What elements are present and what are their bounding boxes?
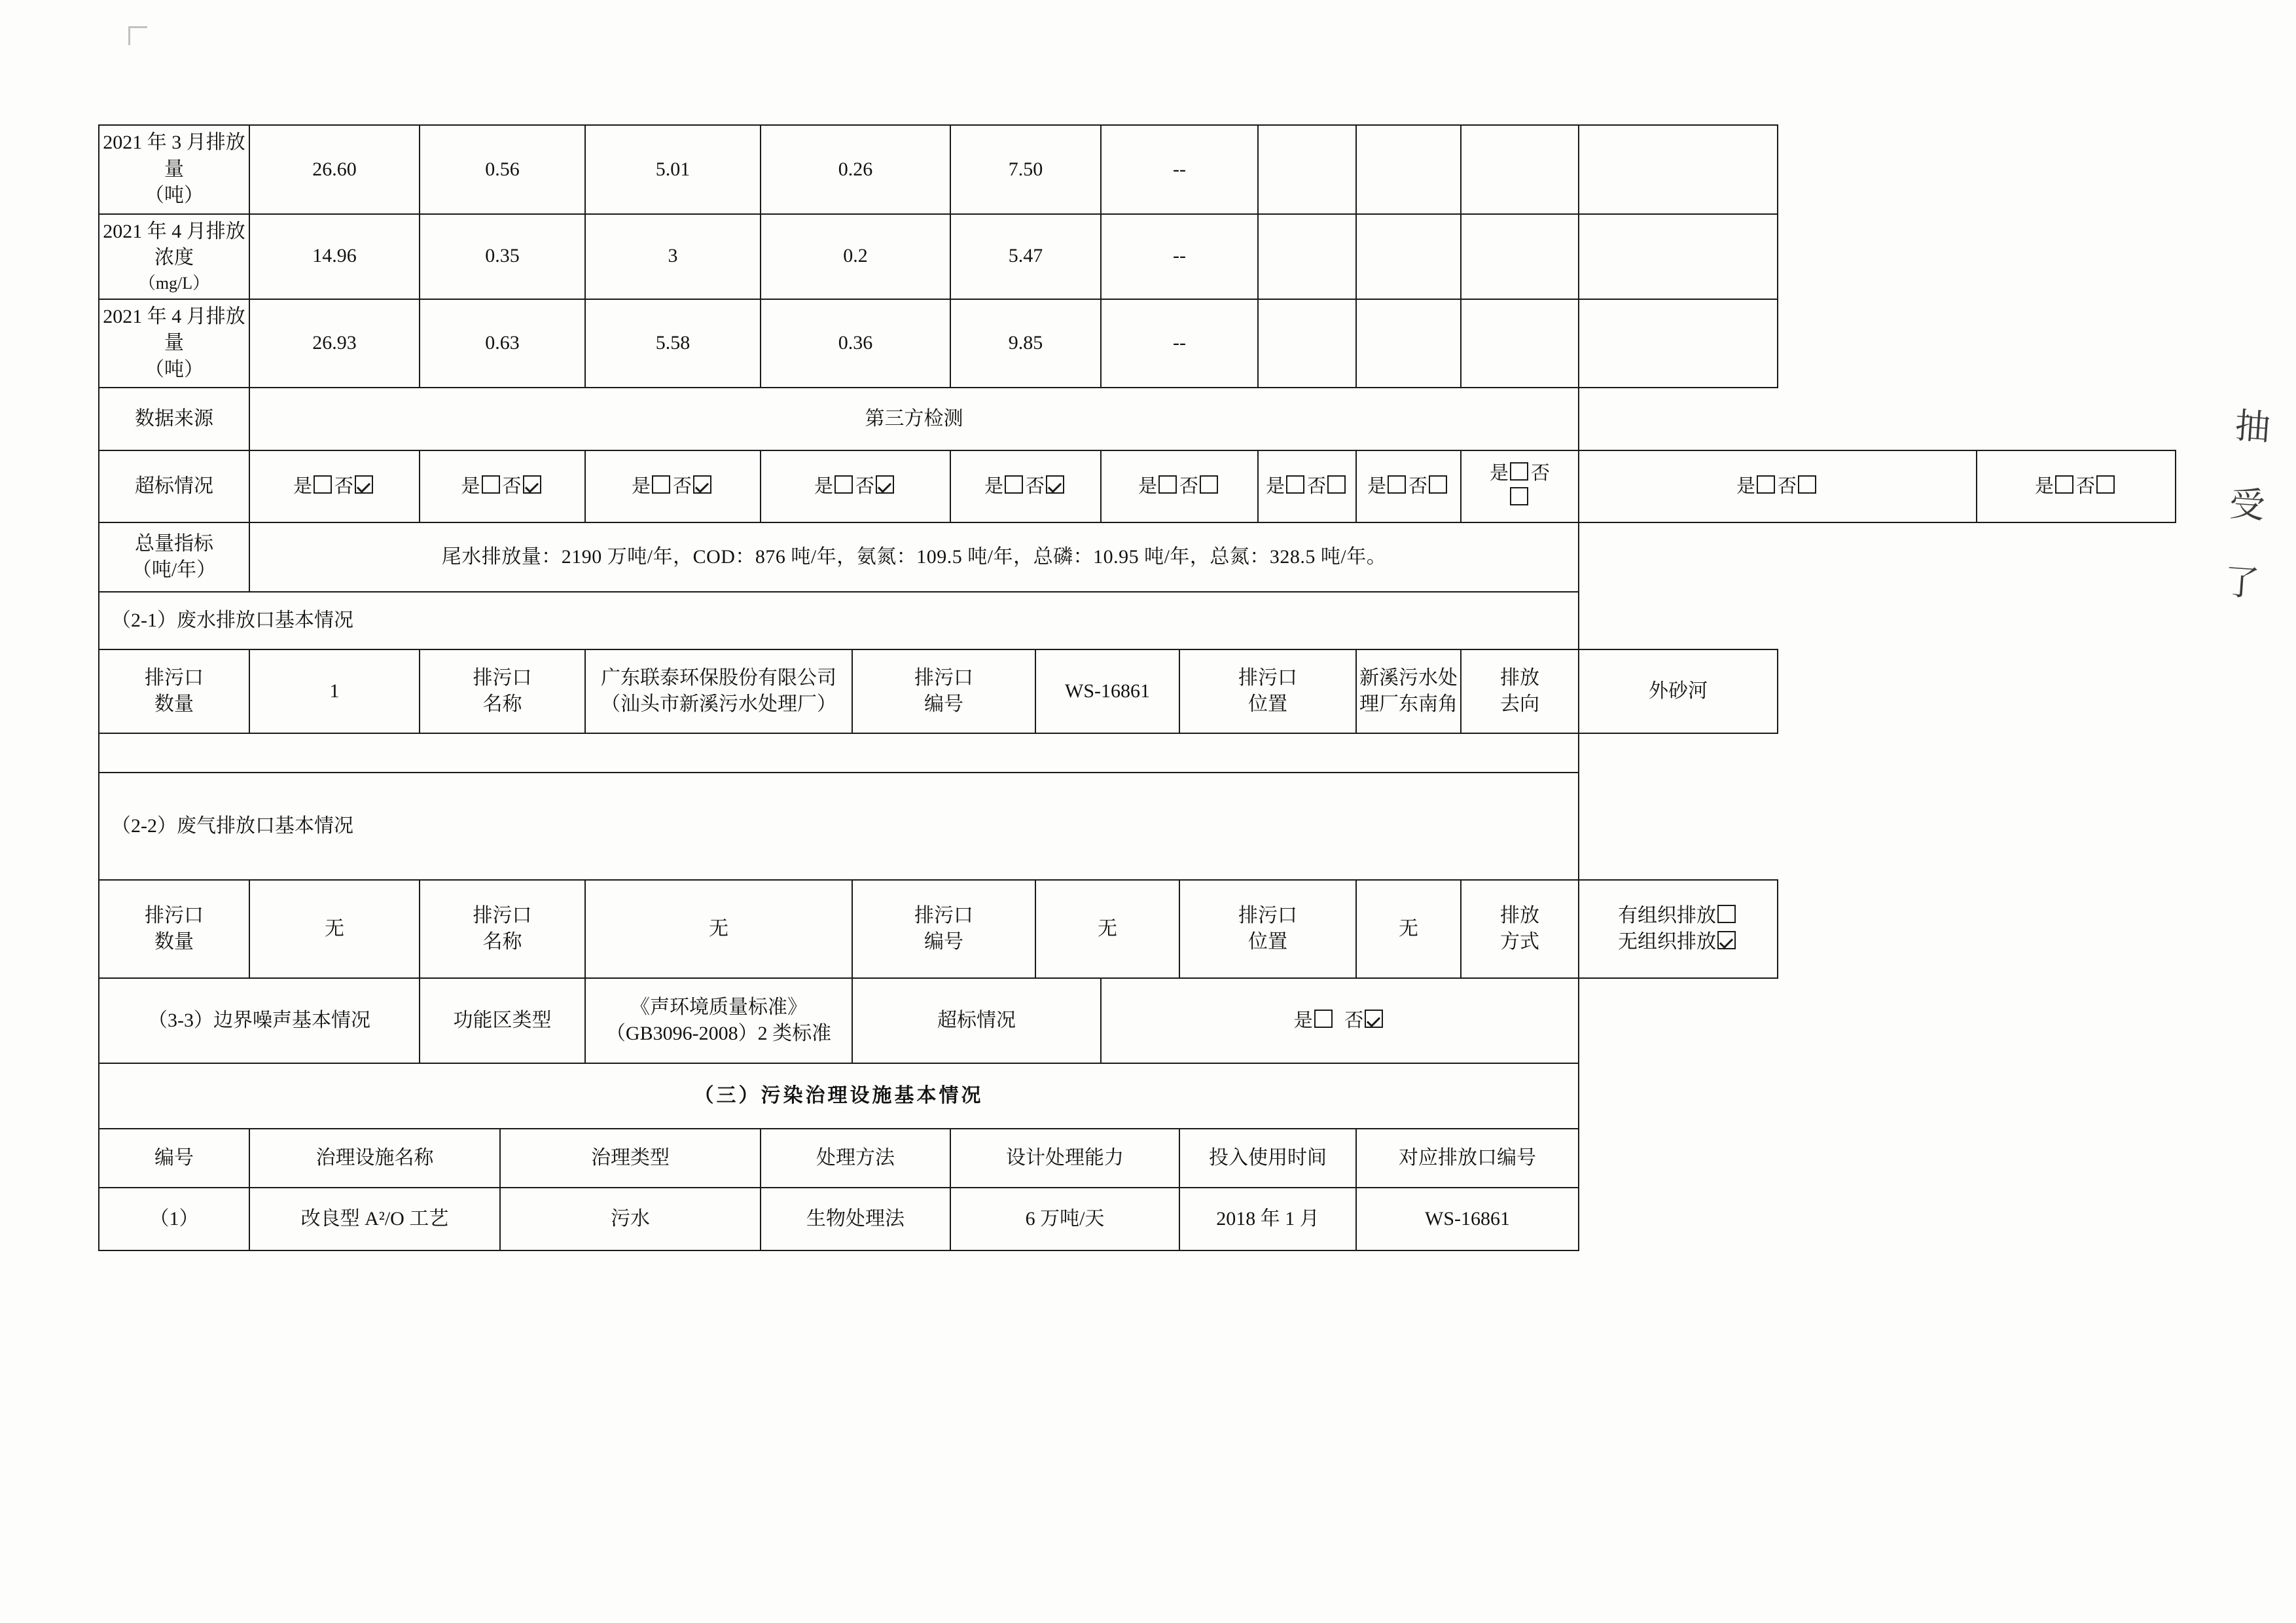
field-label-outlet-position	[1179, 649, 1356, 733]
cell-value: 5.01	[585, 125, 761, 214]
cell-value: 0.36	[761, 299, 950, 388]
total-index-label-line1: 总量指标	[135, 532, 213, 555]
treatment-cell-outlet-code: WS-16861	[1356, 1188, 1579, 1250]
exceed-checkbox-group[interactable]	[293, 474, 376, 500]
noise-no-label: 否	[1344, 1010, 1364, 1031]
treatment-header-name: 治理设施名称	[249, 1129, 500, 1188]
pollution-report-table	[98, 124, 2176, 1251]
field-value-outlet-name	[585, 649, 852, 733]
label-line2: 方式	[1500, 931, 1540, 953]
cell-value	[1258, 299, 1356, 388]
checkbox-no[interactable]	[693, 475, 711, 494]
cell-value: 5.58	[585, 299, 761, 388]
checkbox-no[interactable]	[1429, 475, 1447, 494]
field-value-outlet-count: 1	[249, 649, 420, 733]
exceed-no-label: 否	[855, 475, 875, 497]
cell-value: 7.50	[950, 125, 1101, 214]
checkbox-no[interactable]	[355, 475, 373, 494]
field-label-discharge-destination	[1461, 649, 1579, 733]
row-label-line2: （吨）	[145, 185, 204, 206]
checkbox-yes[interactable]	[1757, 475, 1775, 494]
checkbox-unorganized[interactable]	[1717, 931, 1736, 949]
noise-exceed-value[interactable]	[1101, 978, 1579, 1063]
cell-value: --	[1101, 125, 1258, 214]
checkbox-no[interactable]	[1798, 475, 1816, 494]
label-line2: 名称	[482, 693, 522, 716]
checkbox-no[interactable]	[1046, 475, 1064, 494]
exceed-cell[interactable]	[1356, 450, 1461, 522]
cell-value: --	[1101, 299, 1258, 388]
label-line1: 排污口	[473, 904, 532, 926]
handwritten-signature: 抽 受 了	[2217, 406, 2271, 617]
label-line1: 排污口	[1238, 666, 1297, 689]
section-2-2-fields-row	[99, 880, 2176, 978]
label-line2: 编号	[924, 693, 963, 716]
organized-discharge-option[interactable]	[1582, 903, 1774, 930]
section-3-3-row	[99, 978, 2176, 1063]
checkbox-yes[interactable]	[1286, 475, 1304, 494]
exceed-no-label: 否	[1026, 475, 1045, 497]
checkbox-yes[interactable]	[2055, 475, 2073, 494]
total-index-label-line2: （吨/年）	[132, 559, 217, 581]
cell-value: 5.47	[950, 214, 1101, 299]
gas-field-label-discharge-mode	[1461, 880, 1579, 978]
cell-value	[1258, 125, 1356, 214]
treatment-cell-capacity: 6 万吨/天	[950, 1188, 1179, 1250]
label-line2: 位置	[1248, 931, 1287, 953]
exceed-cell[interactable]	[1101, 450, 1258, 522]
organized-discharge-label: 有组织排放	[1618, 904, 1716, 926]
exceed-cell[interactable]	[1461, 450, 1579, 522]
checkbox-yes[interactable]	[314, 475, 332, 494]
checkbox-organized[interactable]	[1717, 905, 1736, 923]
treatment-cell-start-time: 2018 年 1 月	[1179, 1188, 1356, 1250]
exceed-yes-label: 是	[293, 475, 312, 497]
noise-exceed-checkbox-group[interactable]	[1294, 1008, 1386, 1034]
exceed-cell[interactable]	[1258, 450, 1356, 522]
row-label	[99, 214, 249, 299]
cell-value: 0.56	[420, 125, 585, 214]
checkbox-yes[interactable]	[1005, 475, 1023, 494]
checkbox-no[interactable]	[523, 475, 541, 494]
label-line2: 数量	[154, 931, 194, 953]
row-label-line1: 2021 年 4 月排放量	[103, 305, 245, 354]
exceed-no-label: 否	[1408, 475, 1428, 497]
label-line1: 排污口	[473, 666, 532, 689]
exceed-cell[interactable]	[585, 450, 761, 522]
exceed-cell[interactable]	[249, 450, 420, 522]
checkbox-yes[interactable]	[1158, 475, 1177, 494]
row-label-line2: （吨）	[145, 358, 204, 380]
exceed-cell[interactable]	[761, 450, 950, 522]
cell-value: 14.96	[249, 214, 420, 299]
exceed-yes-label: 是	[631, 475, 651, 497]
label-line2: 位置	[1248, 693, 1287, 716]
checkbox-no[interactable]	[2096, 475, 2115, 494]
cell-value	[1258, 214, 1356, 299]
value-line1: 广东联泰环保股份有限公司	[601, 666, 836, 689]
cell-value	[1356, 214, 1461, 299]
exceed-checkbox-group[interactable]	[814, 474, 897, 500]
exceed-checkbox-group[interactable]	[632, 474, 714, 500]
section-2-1-fields-row	[99, 649, 2176, 733]
section-3-3-title: （3-3）边界噪声基本情况	[99, 978, 420, 1063]
exceed-yes-label: 是	[1490, 463, 1509, 484]
cell-value	[1356, 299, 1461, 388]
cell-value: --	[1101, 214, 1258, 299]
data-source-value: 第三方检测	[249, 388, 1579, 450]
checkbox-no[interactable]	[1327, 475, 1346, 494]
field-value-outlet-code: WS-16861	[1035, 649, 1179, 733]
cell-value	[1579, 125, 1778, 214]
row-label	[99, 125, 249, 214]
field-label-outlet-code	[852, 649, 1035, 733]
table-row	[99, 299, 2176, 388]
page-corner-mark	[128, 26, 147, 45]
cell-value: 0.2	[761, 214, 950, 299]
gas-field-label-outlet-code	[852, 880, 1035, 978]
field-label-outlet-name	[420, 649, 585, 733]
treatment-header-start-time: 投入使用时间	[1179, 1129, 1356, 1188]
checkbox-no[interactable]	[1200, 475, 1218, 494]
value-line1: 新溪污水处	[1359, 666, 1458, 689]
label-line2: 名称	[482, 931, 522, 953]
report-table-container	[98, 124, 2176, 1251]
row-label	[99, 299, 249, 388]
gas-field-label-outlet-position	[1179, 880, 1356, 978]
section-2-1-title-row	[99, 592, 2176, 649]
checkbox-yes[interactable]	[652, 475, 670, 494]
exceed-cell[interactable]	[420, 450, 585, 522]
exceed-yes-label: 是	[2034, 475, 2054, 497]
unorganized-discharge-option[interactable]	[1582, 929, 1774, 956]
table-row	[99, 214, 2176, 299]
cell-value: 0.26	[761, 125, 950, 214]
cell-value: 26.93	[249, 299, 420, 388]
exceed-no-label: 否	[1531, 463, 1551, 484]
cell-value: 0.35	[420, 214, 585, 299]
cell-value	[1461, 125, 1579, 214]
label-line1: 排污口	[914, 904, 973, 926]
total-index-value: 尾水排放量：2190 万吨/年，COD：876 吨/年，氨氮：109.5 吨/年，总磷：10.95 吨/年，总氮：328.5 吨/年。	[249, 522, 1579, 592]
gas-field-value-outlet-name: 无	[585, 880, 852, 978]
exceed-label: 超标情况	[99, 450, 249, 522]
exceed-checkbox-group[interactable]	[1266, 474, 1348, 500]
exceed-yes-label: 是	[814, 475, 833, 497]
label-line2: 数量	[154, 693, 194, 716]
noise-exceed-label: 超标情况	[852, 978, 1101, 1063]
exceed-yes-label: 是	[1736, 475, 1755, 497]
section-2-2-title-row	[99, 773, 2176, 880]
table-row-total-index	[99, 522, 2176, 592]
exceed-checkbox-group[interactable]	[461, 474, 543, 500]
exceed-no-label: 否	[1179, 475, 1199, 497]
value-line2: 理厂东南角	[1359, 693, 1458, 716]
exceed-checkbox-group[interactable]	[1138, 474, 1221, 500]
row-label-line1: 2021 年 4 月排放浓度	[103, 220, 245, 268]
exceed-yes-label: 是	[461, 475, 480, 497]
checkbox-yes[interactable]	[1388, 475, 1406, 494]
table-row-exceed	[99, 450, 2176, 522]
exceed-no-label: 否	[2075, 475, 2095, 497]
treatment-cell-code: （1）	[99, 1188, 249, 1250]
section-three-title-row	[99, 1063, 2176, 1129]
gas-field-value-outlet-code: 无	[1035, 880, 1179, 978]
standard-line2: （GB3096-2008）2 类标准	[605, 1023, 832, 1045]
field-value-outlet-position	[1356, 649, 1461, 733]
treatment-cell-name: 改良型 A²/O 工艺	[249, 1188, 500, 1250]
label-line2: 编号	[924, 931, 963, 953]
treatment-cell-method: 生物处理法	[761, 1188, 950, 1250]
label-line1: 排放	[1500, 904, 1540, 926]
treatment-table-row	[99, 1188, 2176, 1250]
cell-value: 9.85	[950, 299, 1101, 388]
label-line1: 排污口	[145, 666, 204, 689]
data-source-label: 数据来源	[99, 388, 249, 450]
exceed-no-label: 否	[1778, 475, 1797, 497]
section-2-1-title: （2-1）废水排放口基本情况	[99, 592, 1579, 649]
cell-value	[1461, 214, 1579, 299]
checkbox-yes[interactable]	[834, 475, 853, 494]
exceed-yes-label: 是	[984, 475, 1003, 497]
checkbox-yes[interactable]	[482, 475, 500, 494]
gas-field-value-discharge-mode[interactable]	[1579, 880, 1778, 978]
total-index-label	[99, 522, 249, 592]
cell-value: 0.63	[420, 299, 585, 388]
exceed-checkbox-group[interactable]	[984, 474, 1067, 500]
label-line1: 排污口	[914, 666, 973, 689]
section-2-2-title: （2-2）废气排放口基本情况	[99, 773, 1579, 880]
treatment-header-outlet-code: 对应排放口编号	[1356, 1129, 1579, 1188]
table-row-data-source	[99, 388, 2176, 450]
label-line1: 排污口	[145, 904, 204, 926]
spacer-cell	[99, 733, 1579, 773]
cell-value	[1356, 125, 1461, 214]
treatment-header-capacity: 设计处理能力	[950, 1129, 1179, 1188]
row-label-line1: 2021 年 3 月排放量	[103, 132, 245, 180]
standard-line1: 《声环境质量标准》	[630, 996, 807, 1018]
checkbox-no[interactable]	[1365, 1010, 1383, 1028]
exceed-yes-label: 是	[1367, 475, 1387, 497]
exceed-cell[interactable]	[950, 450, 1101, 522]
gas-field-label-outlet-name	[420, 880, 585, 978]
spacer-row	[99, 733, 2176, 773]
exceed-checkbox-group[interactable]	[1490, 462, 1550, 511]
exceed-no-label: 否	[673, 475, 692, 497]
treatment-header-type: 治理类型	[500, 1129, 761, 1188]
cell-value	[1579, 299, 1778, 388]
checkbox-no[interactable]	[1510, 487, 1528, 505]
noise-yes-label: 是	[1293, 1010, 1313, 1031]
table-row	[99, 125, 2176, 214]
gas-field-label-outlet-count	[99, 880, 249, 978]
exceed-yes-label: 是	[1138, 475, 1157, 497]
gas-field-value-outlet-position: 无	[1356, 880, 1461, 978]
cell-value	[1461, 299, 1579, 388]
treatment-cell-type: 污水	[500, 1188, 761, 1250]
checkbox-yes[interactable]	[1510, 462, 1528, 481]
checkbox-yes[interactable]	[1314, 1010, 1333, 1028]
treatment-header-code: 编号	[99, 1129, 249, 1188]
exceed-no-label: 否	[334, 475, 354, 497]
exceed-no-label: 否	[502, 475, 522, 497]
noise-standard-value	[585, 978, 852, 1063]
cell-value: 26.60	[249, 125, 420, 214]
checkbox-no[interactable]	[876, 475, 894, 494]
section-three-title: （三）污染治理设施基本情况	[99, 1063, 1579, 1129]
exceed-checkbox-group[interactable]	[1736, 474, 1819, 500]
gas-field-value-outlet-count: 无	[249, 880, 420, 978]
unorganized-discharge-label: 无组织排放	[1618, 931, 1716, 953]
exceed-cell[interactable]	[1977, 450, 2176, 522]
exceed-checkbox-group[interactable]	[1367, 474, 1450, 500]
label-line2: 去向	[1500, 693, 1540, 716]
noise-zone-type-label: 功能区类型	[420, 978, 585, 1063]
field-label-outlet-count	[99, 649, 249, 733]
cell-value: 3	[585, 214, 761, 299]
exceed-cell[interactable]	[1579, 450, 1977, 522]
field-value-discharge-destination: 外砂河	[1579, 649, 1778, 733]
cell-value	[1579, 214, 1778, 299]
treatment-table-header-row	[99, 1129, 2176, 1188]
label-line1: 排污口	[1238, 904, 1297, 926]
value-line2: （汕头市新溪污水处理厂）	[601, 693, 836, 716]
row-label-line2: （mg/L）	[138, 273, 210, 293]
exceed-no-label: 否	[1307, 475, 1327, 497]
exceed-yes-label: 是	[1266, 475, 1285, 497]
label-line1: 排放	[1500, 666, 1540, 689]
treatment-header-method: 处理方法	[761, 1129, 950, 1188]
exceed-checkbox-group[interactable]	[2035, 474, 2117, 500]
